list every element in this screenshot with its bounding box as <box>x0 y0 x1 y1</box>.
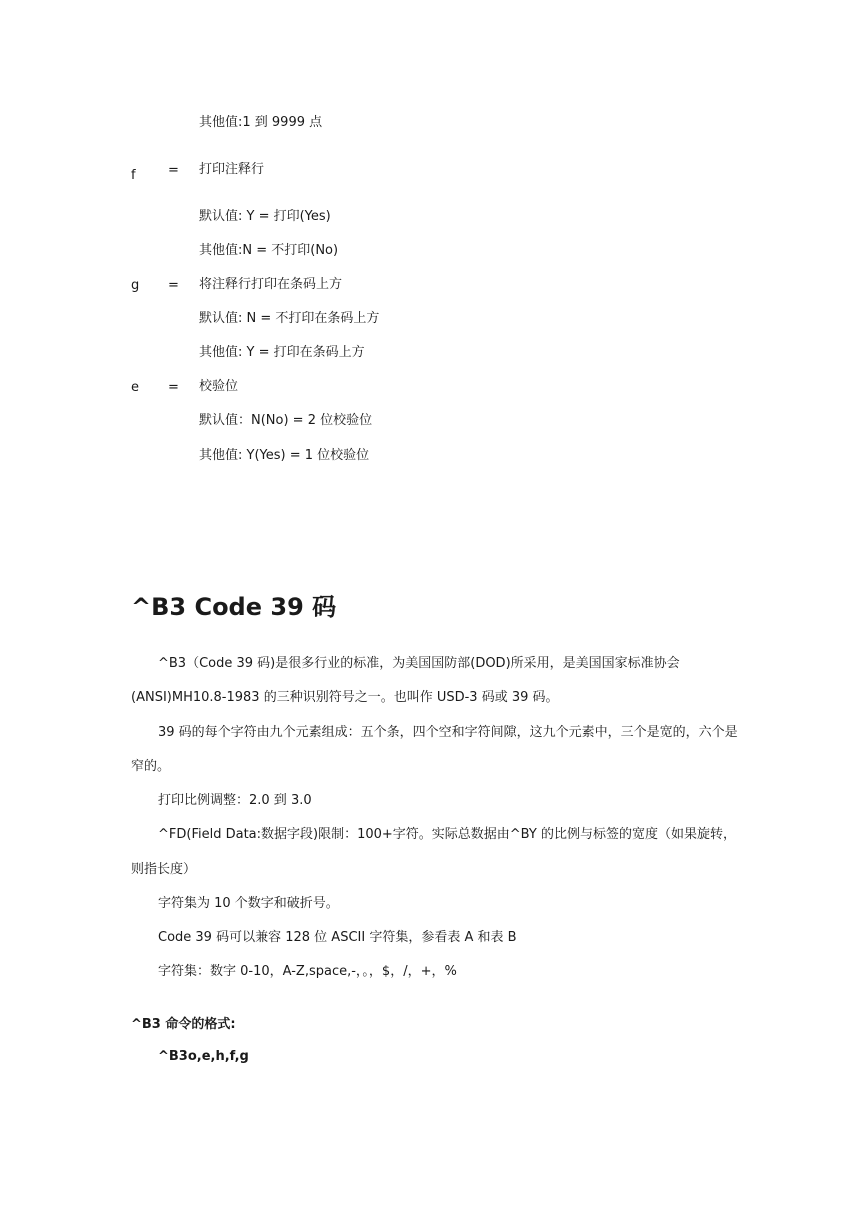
paragraph-3: 打印比例调整：2.0 到 3.0 <box>158 793 312 808</box>
param-f-other: 其他值:N = 不打印(No) <box>199 243 339 258</box>
paragraph-1-line-2: (ANSI)MH10.8-1983 的三种识别符号之一。也叫作 USD-3 码或 39 码。 <box>131 690 559 705</box>
param-g-default: 默认值: N = 不打印在条码上方 <box>199 311 380 326</box>
format-heading: ^B3 命令的格式: <box>131 1017 236 1032</box>
param-e-equals: = <box>168 380 179 395</box>
param-g-equals: = <box>168 278 179 293</box>
param-f-description: 打印注释行 <box>199 162 265 177</box>
section-title: ^B3 Code 39 码 <box>131 593 337 621</box>
paragraph-5: 字符集为 10 个数字和破折号。 <box>158 896 339 911</box>
paragraph-2-line-1: 39 码的每个字符由九个元素组成：五个条，四个空和字符间隙，这九个元素中，三个是宽的，六个是 <box>158 725 738 740</box>
paragraph-1-line-1: ^B3（Code 39 码)是很多行业的标准，为美国国防部(DOD)所采用，是美国国家标准协会 <box>158 656 680 671</box>
paragraph-2-line-2: 窄的。 <box>131 759 171 774</box>
param-e-description: 校验位 <box>199 379 239 394</box>
param-g-description: 将注释行打印在条码上方 <box>199 277 343 292</box>
param-e-default: 默认值：N(No) = 2 位校验位 <box>199 413 373 428</box>
param-f-key: f <box>131 168 136 183</box>
paragraph-4-line-2: 则指长度） <box>131 862 197 877</box>
param-e-other: 其他值: Y(Yes) = 1 位校验位 <box>199 448 370 463</box>
param-g-other: 其他值: Y = 打印在条码上方 <box>199 345 365 360</box>
paragraph-7: 字符集：数字 0-10，A-Z,space,-，。，$，/，+，% <box>158 964 457 979</box>
param-f-default: 默认值: Y = 打印(Yes) <box>199 209 331 224</box>
format-syntax: ^B3o,e,h,f,g <box>158 1049 249 1064</box>
paragraph-6: Code 39 码可以兼容 128 位 ASCII 字符集，参看表 A 和表 B <box>158 930 517 945</box>
param-g-key: g <box>131 278 140 293</box>
paragraph-4-line-1: ^FD(Field Data:数据字段)限制：100+字符。实际总数据由^BY 的比例与标签的宽度（如果旋转， <box>158 827 736 842</box>
param-e-key: e <box>131 380 139 395</box>
d-other-value: 其他值:1 到 9999 点 <box>199 115 323 130</box>
param-f-equals: = <box>168 163 179 178</box>
